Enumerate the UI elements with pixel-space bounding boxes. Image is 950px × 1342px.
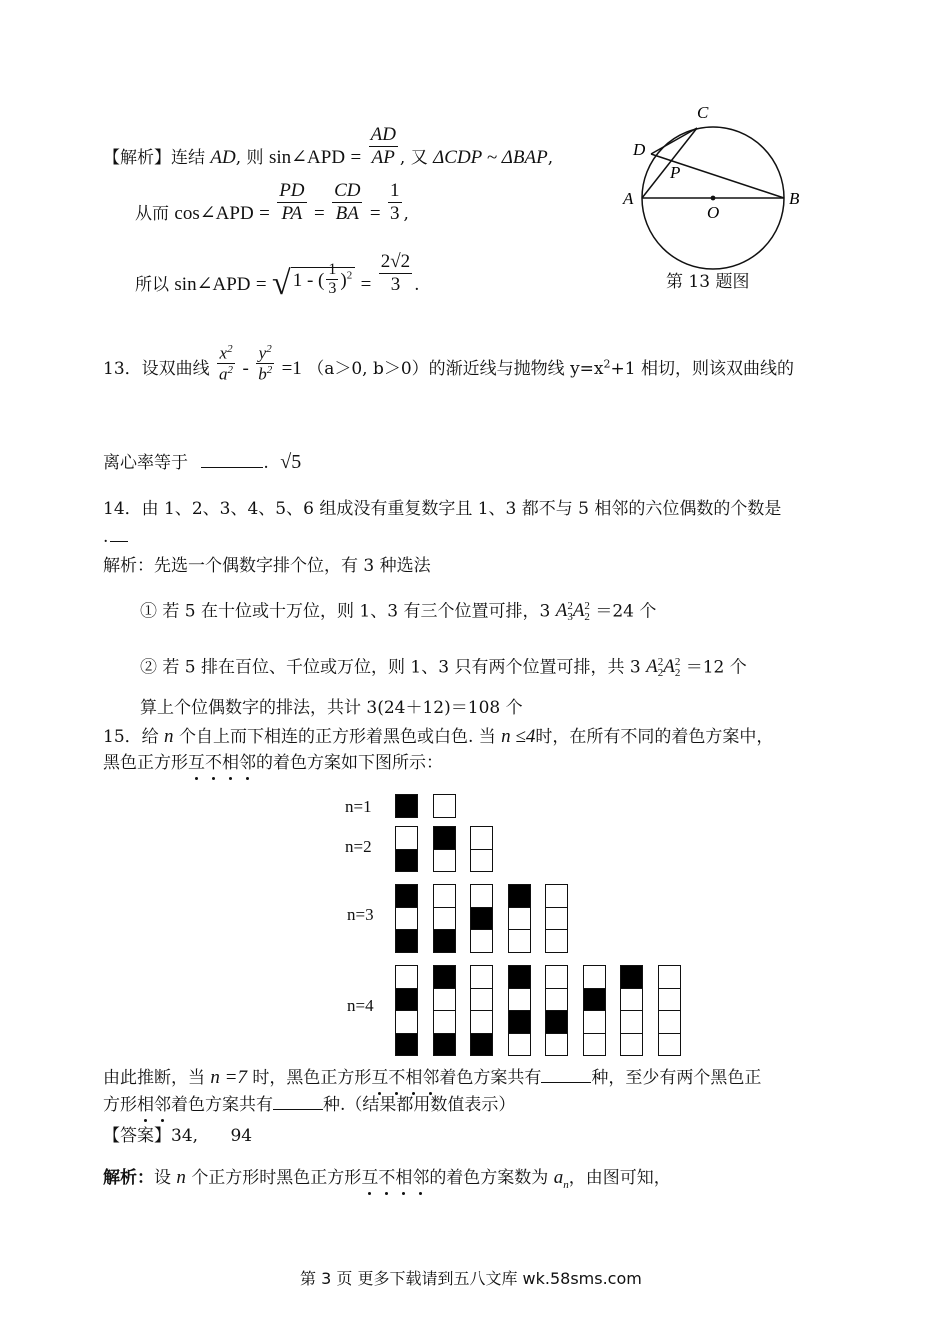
black-square xyxy=(470,907,493,931)
math-n: n xyxy=(164,726,174,747)
inf-text-a: 由此推断，当 xyxy=(103,1068,205,1088)
math-n-eq-7: n =7 xyxy=(210,1067,247,1088)
sub: 3 xyxy=(567,611,573,623)
frac-num: CD xyxy=(334,180,361,201)
sub: 2 xyxy=(584,611,590,623)
black-square xyxy=(395,849,418,873)
math-cos-apd: cos∠APD xyxy=(174,202,254,224)
math-n-le-4: n ≤4 xyxy=(501,726,536,747)
text-period: . xyxy=(414,275,420,295)
sup: 2 xyxy=(674,656,681,668)
q15-number: 15．给 xyxy=(103,727,159,747)
q13-condition-tail: +1 相切，则该双曲线的 xyxy=(610,359,794,380)
math-similar: ΔCDP ~ ΔBAP xyxy=(433,146,548,168)
inf2-text-b: 着色方案共有 xyxy=(171,1095,273,1115)
q15-answer: 【答案】34, 94 xyxy=(103,1126,253,1146)
white-square xyxy=(545,965,568,989)
sup: 2 xyxy=(584,600,590,612)
dotted-char: 邻 xyxy=(412,1168,430,1188)
black-square xyxy=(583,988,606,1012)
sup: 2 xyxy=(567,600,573,612)
white-square xyxy=(545,929,568,953)
dotted-char: 邻 xyxy=(422,1068,440,1088)
a-var: a xyxy=(553,1167,564,1188)
white-square xyxy=(433,794,456,818)
dotted-char: 互 xyxy=(371,1068,389,1088)
eq-sign: = xyxy=(360,274,372,295)
eq-sign: = xyxy=(255,274,267,295)
dotted-char: 邻 xyxy=(154,1095,171,1115)
sqrt-text: 1 - ( xyxy=(292,270,325,291)
white-square xyxy=(395,907,418,931)
label-d: D xyxy=(633,140,646,159)
text-comma: , xyxy=(403,203,409,224)
sol12-label: 【解析】连结 xyxy=(103,147,205,168)
q15-text-b: 个自上而下相连的正方形着黑色或白色. 当 xyxy=(178,727,496,747)
black-square xyxy=(508,884,531,908)
eq-sign: = xyxy=(369,202,381,224)
q15-analysis xyxy=(103,1168,671,1191)
dotted-char: 不 xyxy=(378,1168,396,1188)
q14-analysis: 解析：先选一个偶数字排个位，有 3 种选法 xyxy=(103,556,431,576)
white-square xyxy=(470,826,493,850)
eq-sign: = xyxy=(350,146,362,168)
black-square xyxy=(620,965,643,989)
case2-text: ② 若 5 排在百位、千位或万位，则 1、3 只有两个位置可排，共 3 xyxy=(140,657,641,678)
sqrt-sign: √ xyxy=(272,265,291,302)
frac-den: AP xyxy=(371,146,395,168)
a-var: a xyxy=(219,364,228,384)
q13-eccentricity: 离心率等于 xyxy=(103,453,188,473)
sub: 2 xyxy=(674,667,681,679)
black-square xyxy=(395,988,418,1012)
q13-answer: √5 xyxy=(280,451,302,473)
label-p: P xyxy=(670,163,681,182)
sin-apd-text: sin∠APD xyxy=(174,274,251,295)
exp: 2 xyxy=(603,357,611,371)
y-var: y xyxy=(258,343,267,363)
black-square xyxy=(433,929,456,953)
black-square xyxy=(395,929,418,953)
white-square xyxy=(545,884,568,908)
frac-den: BA xyxy=(335,202,359,224)
text-again: , 又 xyxy=(399,147,428,168)
row-label-n4: n=4 xyxy=(347,996,374,1015)
answer-blank-1 xyxy=(541,1082,591,1083)
exp-2: 2 xyxy=(346,269,353,282)
white-square xyxy=(620,988,643,1012)
frac-den: 3 xyxy=(390,274,401,295)
white-square xyxy=(658,1010,681,1034)
math-n: n xyxy=(176,1167,186,1188)
eq-sign: = xyxy=(259,202,270,224)
eq-one: =1 xyxy=(281,358,302,380)
sub-n: n xyxy=(563,1178,569,1191)
black-square xyxy=(395,1033,418,1057)
b-var: b xyxy=(258,364,267,384)
math-ad: AD xyxy=(210,146,236,168)
label-c: C xyxy=(697,103,709,122)
black-square xyxy=(395,794,418,818)
analysis-label: 解析： xyxy=(103,1168,154,1188)
row-label-n1: n=1 xyxy=(345,797,372,816)
analysis-d: ，由图可知， xyxy=(568,1168,671,1188)
frac-den: 3 xyxy=(390,202,400,224)
dotted-char: 邻 xyxy=(239,753,256,773)
exp: 2 xyxy=(266,364,273,377)
white-square xyxy=(470,1010,493,1034)
white-square xyxy=(433,988,456,1012)
inf2-text-a: 方形 xyxy=(103,1095,137,1115)
white-square xyxy=(508,988,531,1012)
dotted-char: 互 xyxy=(188,753,205,773)
a: A xyxy=(555,600,568,622)
inf2-text-c: 种.（结果都用数值表示） xyxy=(323,1095,516,1115)
answer-blank-2 xyxy=(273,1109,323,1110)
text-paren: ) xyxy=(340,270,347,291)
inf-text-d: 种，至少有两个黑色正 xyxy=(591,1068,762,1088)
white-square xyxy=(658,965,681,989)
page-footer: 第 3 页 更多下载请到五八文库 wk.58sms.com xyxy=(300,1269,642,1288)
math-an xyxy=(553,1167,569,1191)
white-square xyxy=(395,965,418,989)
a: A xyxy=(572,600,585,622)
frac-num: 1 xyxy=(326,261,338,280)
q15-text-b2: 的着色方案如下图所示： xyxy=(256,753,443,773)
black-square xyxy=(433,826,456,850)
white-square xyxy=(658,988,681,1012)
frac-den: 3 xyxy=(328,280,337,298)
frac-num: AD xyxy=(370,124,396,145)
a: A xyxy=(663,656,675,678)
dotted-char: 相 xyxy=(222,753,239,773)
inf-text-c: 着色方案共有 xyxy=(439,1068,542,1088)
text-then: , 则 xyxy=(235,147,264,168)
text-dot: . xyxy=(263,453,269,473)
analysis-b: 个正方形时黑色正方形 xyxy=(191,1168,362,1188)
white-square xyxy=(545,988,568,1012)
q13-number: 13．设双曲线 xyxy=(103,359,210,380)
frac-num: 1 xyxy=(390,180,400,201)
q15-text-a2: 黑色正方形 xyxy=(103,753,188,773)
q14-line1: 14．由 1、2、3、4、5、6 组成没有重复数字且 1、3 都不与 5 相邻的六位偶数的个数是 xyxy=(103,499,782,519)
white-square xyxy=(433,884,456,908)
row-label-n2: n=2 xyxy=(345,837,372,856)
row-label-n3: n=3 xyxy=(347,905,374,924)
inf-text-b: 时，黑色正方形 xyxy=(252,1068,372,1088)
black-square xyxy=(508,1010,531,1034)
q15-inference-2 xyxy=(103,1097,515,1114)
text-suoyi: 所以 xyxy=(135,275,169,295)
x-var: x xyxy=(219,343,228,363)
white-square xyxy=(395,1010,418,1034)
white-square xyxy=(395,826,418,850)
white-square xyxy=(658,1033,681,1057)
black-square xyxy=(545,1010,568,1034)
black-square xyxy=(508,965,531,989)
black-square xyxy=(433,1033,456,1057)
q15-inference-1 xyxy=(103,1068,761,1087)
frac-num: 2√2 xyxy=(380,251,411,273)
label-b: B xyxy=(789,189,800,208)
white-square xyxy=(620,1033,643,1057)
a: A xyxy=(646,656,658,678)
white-square xyxy=(620,1010,643,1034)
white-square xyxy=(508,907,531,931)
white-square xyxy=(583,1033,606,1057)
black-square xyxy=(395,884,418,908)
sub: 2 xyxy=(657,667,664,679)
black-square xyxy=(433,965,456,989)
dotted-char: 相 xyxy=(137,1095,154,1115)
case1-tail: ＝24 个 xyxy=(595,601,657,622)
dotted-char: 相 xyxy=(405,1068,423,1088)
white-square xyxy=(583,1010,606,1034)
white-square xyxy=(470,884,493,908)
dotted-char: 不 xyxy=(205,753,222,773)
case1-text: ① 若 5 在十位或十万位，则 1、3 有三个位置可排，3 xyxy=(140,601,551,622)
white-square xyxy=(433,907,456,931)
exp: 2 xyxy=(266,343,272,355)
q15-text-c: 时，在所有不同的着色方案中， xyxy=(535,727,774,747)
white-square xyxy=(470,965,493,989)
white-square xyxy=(433,849,456,873)
q13-condition: （a＞0, b＞0）的渐近线与抛物线 y=x xyxy=(307,359,604,380)
eq-sign: = xyxy=(313,202,325,224)
dotted-char: 不 xyxy=(388,1068,406,1088)
label-o: O xyxy=(707,203,720,222)
text-dot: . xyxy=(103,527,109,547)
white-square xyxy=(508,1033,531,1057)
exp: 2 xyxy=(227,343,233,355)
minus-sign: - xyxy=(242,358,249,380)
white-square xyxy=(470,929,493,953)
white-square xyxy=(583,965,606,989)
text-tail: , xyxy=(547,147,554,168)
analysis-a: 设 xyxy=(154,1168,171,1188)
white-square xyxy=(433,1010,456,1034)
white-square xyxy=(470,988,493,1012)
white-square xyxy=(470,849,493,873)
text-congru: 从而 xyxy=(135,203,169,224)
white-square xyxy=(545,1033,568,1057)
dotted-char: 相 xyxy=(395,1168,413,1188)
dotted-char: 互 xyxy=(361,1168,379,1188)
q14-total: 算上个位偶数字的排法，共计 3(24＋12)＝108 个 xyxy=(140,698,523,718)
figure-13-caption: 第 13 题图 xyxy=(666,272,750,292)
frac-den: PA xyxy=(281,202,303,224)
white-square xyxy=(508,929,531,953)
sup: 2 xyxy=(657,656,664,668)
analysis-c: 的着色方案数为 xyxy=(429,1168,549,1188)
black-square xyxy=(470,1033,493,1057)
exp: 2 xyxy=(227,364,234,377)
frac-num: PD xyxy=(279,180,305,201)
sin-apd-text: sin∠APD xyxy=(268,146,346,168)
white-square xyxy=(545,907,568,931)
case2-tail: ＝12 个 xyxy=(685,657,747,678)
label-a: A xyxy=(623,189,634,208)
